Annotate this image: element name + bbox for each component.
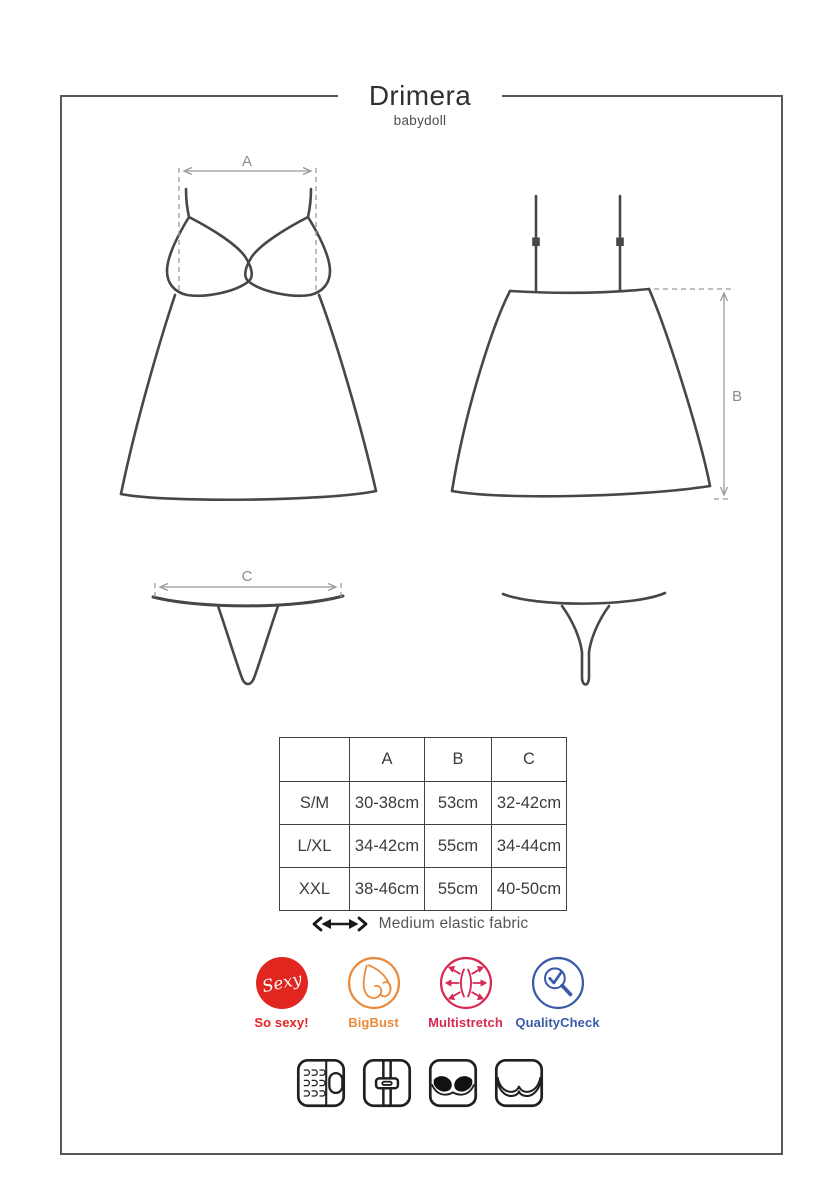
product-type: babydoll bbox=[393, 113, 447, 128]
hook-eye-closure-icon bbox=[296, 1058, 346, 1108]
babydoll-back-drawing bbox=[452, 196, 710, 496]
value-b: 55cm bbox=[425, 825, 492, 868]
size-label: L/XL bbox=[280, 825, 350, 868]
dimension-b bbox=[654, 289, 742, 499]
qualitycheck-badge-icon bbox=[531, 956, 585, 1010]
value-c: 32-42cm bbox=[492, 782, 567, 825]
product-title-block bbox=[338, 56, 502, 134]
badge-label: So sexy! bbox=[254, 1015, 309, 1030]
babydoll-front-drawing bbox=[121, 189, 376, 500]
value-a: 30-38cm bbox=[350, 782, 425, 825]
badge-label: BigBust bbox=[348, 1015, 399, 1030]
table-row bbox=[280, 782, 567, 825]
stretch-arrow-icon bbox=[311, 915, 369, 933]
strap-adjuster-right bbox=[616, 238, 624, 247]
sexy-badge-icon bbox=[255, 956, 309, 1010]
value-c: 40-50cm bbox=[492, 868, 567, 911]
badge-so-sexy bbox=[244, 956, 320, 1030]
strap-adjuster-left bbox=[532, 238, 540, 247]
badge-bigbust bbox=[336, 956, 412, 1030]
dim-a-label: A bbox=[241, 153, 253, 170]
sexy-circle-text: Sexy bbox=[259, 969, 303, 997]
badge-multistretch bbox=[428, 956, 504, 1030]
value-a: 34-42cm bbox=[350, 825, 425, 868]
value-b: 53cm bbox=[425, 782, 492, 825]
size-table bbox=[279, 737, 567, 911]
size-label: XXL bbox=[280, 868, 350, 911]
size-table-col-c: C bbox=[492, 738, 567, 782]
badge-label: QualityCheck bbox=[515, 1015, 600, 1030]
padded-cups-icon bbox=[428, 1058, 478, 1108]
size-table-corner-cell bbox=[280, 738, 350, 782]
table-row bbox=[280, 825, 567, 868]
badge-qualitycheck bbox=[515, 956, 600, 1030]
value-a: 38-46cm bbox=[350, 868, 425, 911]
size-label: S/M bbox=[280, 782, 350, 825]
value-b: 55cm bbox=[425, 868, 492, 911]
thong-back-drawing bbox=[503, 593, 665, 685]
size-table-col-b: B bbox=[425, 738, 492, 782]
bigbust-badge-icon bbox=[347, 956, 401, 1010]
thong-front-drawing bbox=[153, 596, 343, 684]
badge-label: Multistretch bbox=[428, 1015, 503, 1030]
value-c: 34-44cm bbox=[492, 825, 567, 868]
multistretch-badge-icon bbox=[439, 956, 493, 1010]
fabric-note bbox=[60, 908, 779, 940]
adjustable-strap-icon bbox=[362, 1058, 412, 1108]
table-row bbox=[280, 868, 567, 911]
dim-c-label: C bbox=[241, 568, 253, 585]
product-name: Drimera bbox=[368, 80, 472, 111]
dimension-c bbox=[155, 568, 341, 599]
soft-cups-icon bbox=[494, 1058, 544, 1108]
feature-icons-row bbox=[60, 1058, 779, 1108]
fabric-note-label: Medium elastic fabric bbox=[378, 915, 529, 932]
size-table-col-a: A bbox=[350, 738, 425, 782]
size-table-header-row bbox=[280, 738, 567, 782]
dim-b-label: B bbox=[732, 388, 743, 405]
badges-row bbox=[60, 956, 779, 1030]
